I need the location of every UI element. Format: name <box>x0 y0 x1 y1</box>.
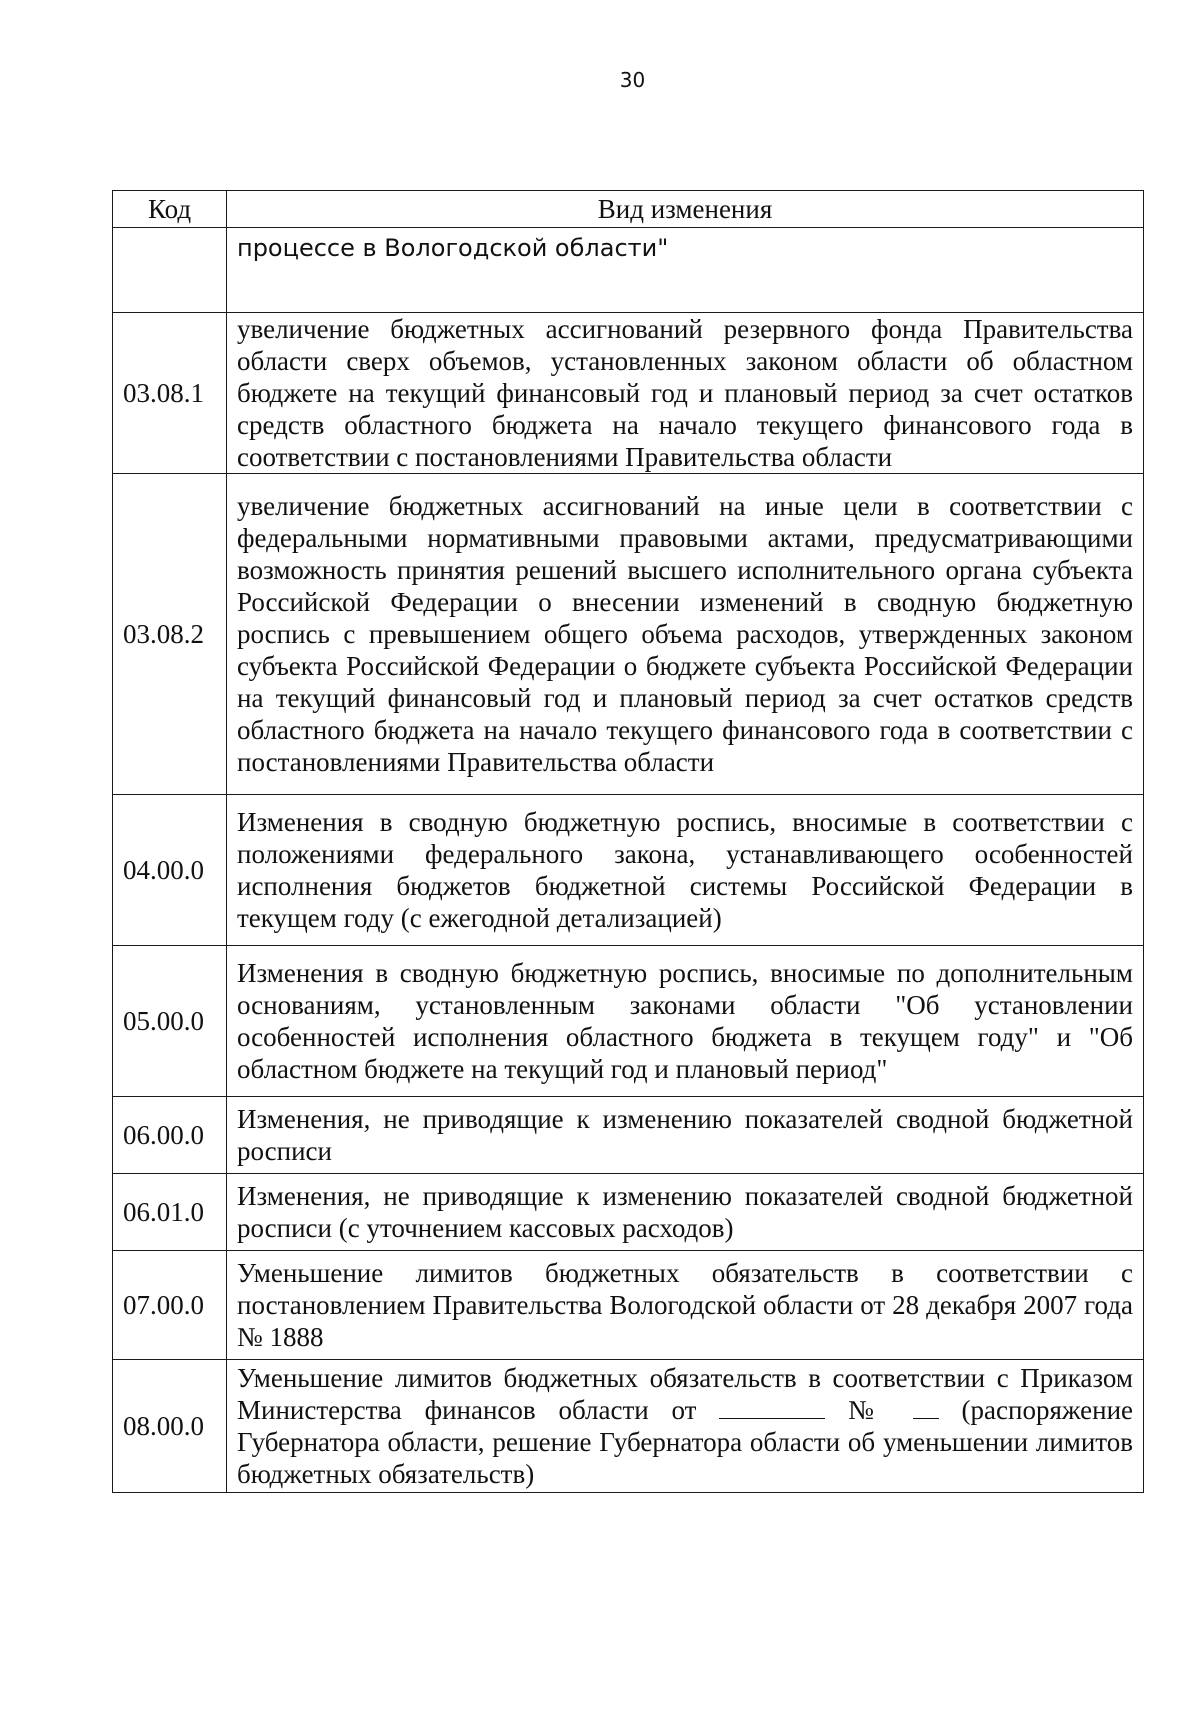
header-kind: Вид изменения <box>227 191 1144 228</box>
row-text: Уменьшение лимитов бюджетных обязательств в соответствии с постановлением Правительства Вологодской области от 28 декабря 2007 года № 1888 <box>227 1251 1144 1360</box>
table-row <box>113 1251 1144 1360</box>
row-code <box>113 228 227 313</box>
row-text: увеличение бюджетных ассигнований на иные цели в соответствии с федеральными нормативными правовыми актами, предусматривающими возможность принятия решений высшего исполнительного органа субъекта Российской Федерации о внесении изменений в сводную бюджетную роспись с превышением общего объема расходов, утвержденных законом субъекта Российской Федерации о бюджете субъекта Российской Федерации на текущий финансовый год и плановый период за счет остатков средств областного бюджета на начало текущего финансового года в соответствии с постановлениями Правительства области <box>227 474 1144 795</box>
row-text: процессе в Вологодской области" <box>227 228 1144 313</box>
header-code: Код <box>113 191 227 228</box>
change-codes-table <box>112 190 1144 1493</box>
row-code: 08.00.0 <box>113 1360 227 1493</box>
row-text <box>227 1360 1144 1493</box>
row-text-before: Уменьшение лимитов бюджетных обязательств в соответствии с Приказом Министерства финансов области от <box>237 1363 1133 1425</box>
row-code: 06.00.0 <box>113 1097 227 1174</box>
row-text: Изменения, не приводящие к изменению показателей сводной бюджетной росписи <box>227 1097 1144 1174</box>
table-row <box>113 313 1144 474</box>
table-header-row <box>113 191 1144 228</box>
number-blank <box>913 1394 939 1419</box>
table-row <box>113 1174 1144 1251</box>
table-row <box>113 474 1144 795</box>
table-row <box>113 1360 1144 1493</box>
row-text: Изменения в сводную бюджетную роспись, вносимые по дополнительным основаниям, установленным законами области "Об установлении особенностей исполнения областного бюджета в текущем году" и "Об областном бюджете на текущий год и плановый период" <box>227 946 1144 1097</box>
row-code: 03.08.1 <box>113 313 227 474</box>
row-text: увеличение бюджетных ассигнований резервного фонда Правительства области сверх объемов, установленных законом области об областном бюджете на текущий финансовый год и плановый период за счет остатков средств областного бюджета на начало текущего финансового года в соответствии с постановлениями Правительства области <box>227 313 1144 474</box>
row-text: Изменения в сводную бюджетную роспись, вносимые в соответствии с положениями федерального закона, устанавливающего особенностей исполнения бюджетов бюджетной системы Российской Федерации в текущем году (с ежегодной детализацией) <box>227 795 1144 946</box>
table-row <box>113 228 1144 313</box>
row-code: 07.00.0 <box>113 1251 227 1360</box>
date-blank <box>719 1394 825 1419</box>
number-sign: № <box>848 1395 890 1425</box>
row-text-after: (распоряжение Губернатора области, решение Губернатора области об уменьшении лимитов бюджетных обязательств) <box>237 1395 1134 1489</box>
table-row <box>113 795 1144 946</box>
page-number: 30 <box>619 68 646 92</box>
row-code: 03.08.2 <box>113 474 227 795</box>
row-code: 04.00.0 <box>113 795 227 946</box>
table-row <box>113 1097 1144 1174</box>
row-code: 05.00.0 <box>113 946 227 1097</box>
row-code: 06.01.0 <box>113 1174 227 1251</box>
table-row <box>113 946 1144 1097</box>
row-text: Изменения, не приводящие к изменению показателей сводной бюджетной росписи (с уточнением кассовых расходов) <box>227 1174 1144 1251</box>
